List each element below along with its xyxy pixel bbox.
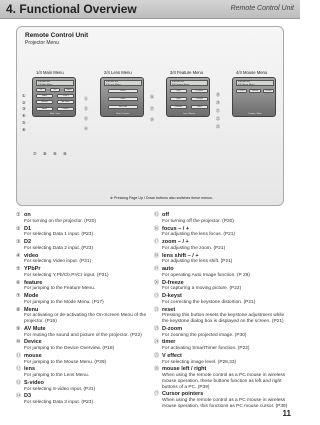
page-number: 11 (282, 409, 291, 418)
description-item-label: D1 (24, 225, 32, 232)
description-item-text: For jumping to the Device Overview. (P19) (24, 346, 115, 351)
d3-button[interactable]: video (64, 88, 74, 92)
callout: ⑱ (150, 118, 154, 122)
footer-left: Main (116, 113, 121, 115)
description-item-number: ⑱ (154, 252, 160, 259)
description-item-number: ⑦ (16, 293, 21, 299)
description-item (154, 226, 288, 239)
remote-lcd (236, 80, 274, 86)
description-item (16, 380, 150, 393)
description-item-title (154, 293, 288, 300)
description-item-text: For muting the sound and picture of the projector. (P22) (24, 332, 142, 338)
description-item-text: For selecting Data 2 input. (P23) (24, 245, 94, 251)
description-item-number: ① (16, 212, 21, 218)
footer-left: Feature (248, 113, 256, 115)
device-button[interactable]: Device (57, 107, 74, 111)
menu-label-lens: 2/4 Lens Menu (104, 70, 132, 75)
description-item-label: D-zoom (162, 325, 183, 332)
d-keyst-button[interactable]: D-keyst (191, 97, 208, 101)
description-item-title (16, 366, 150, 373)
description-item-number: ㉑ (154, 293, 160, 299)
description-item (16, 366, 150, 379)
description-item-text: For zooming the projected image. (P30) (162, 332, 247, 338)
callout: ⑨ (53, 152, 57, 156)
description-item (16, 253, 150, 266)
description-item-text: For activating or de-activating the On-Screen Menu of the projector. (P19) (24, 313, 147, 324)
mouse-right-button[interactable]: R-click (263, 89, 274, 93)
description-item-text: For jumping to the Feature Menu. (24, 286, 96, 292)
description-item (16, 353, 150, 366)
description-item-label: Menu (24, 306, 39, 313)
description-item-label: D-freeze (162, 279, 184, 286)
page-header (0, 0, 300, 19)
description-item-number: ㉕ (154, 352, 160, 359)
description-item-label: V effect (162, 352, 182, 359)
description-item-title (16, 266, 150, 273)
footer-left: Main (49, 113, 55, 115)
remote-footer: Feature / Main (248, 113, 262, 115)
remote-lcd (36, 80, 74, 86)
description-item-title (154, 339, 288, 346)
description-list-right (154, 212, 288, 411)
description-item-label: YPbPr (24, 266, 41, 272)
description-item-text: For selecting image level. (P28,33) (162, 359, 237, 365)
description-item-label: off (162, 212, 170, 218)
description-item-number: ⑳ (154, 279, 160, 286)
description-item-label: Device (24, 339, 42, 346)
remote-lens-menu (100, 77, 144, 117)
description-item-label: focus – / + (162, 225, 190, 232)
description-item-label: Cursor pointers (162, 391, 204, 398)
description-item-label: reset (162, 306, 176, 313)
description-item-text: For selecting Video input. (P31) (24, 259, 92, 265)
description-item-text: For jumping to the Lens Menu. (24, 373, 90, 378)
description-item (16, 393, 150, 406)
page-subtitle: Remote Control Unit (230, 5, 294, 12)
description-item-label: D3 (24, 393, 32, 400)
description-item-title (16, 393, 150, 400)
description-item-title (154, 326, 288, 333)
callout: ⑪ (84, 97, 88, 101)
callout: ㉑ (216, 109, 220, 113)
description-item-label: zoom – / + (162, 239, 189, 245)
reset-button[interactable]: reset (170, 97, 187, 101)
av-mute-button[interactable]: AV Mute (57, 100, 74, 104)
callout: ㉒ (216, 117, 220, 121)
callout: ③ (22, 107, 26, 111)
ypbpr-button[interactable]: Y/PbPr (57, 94, 74, 98)
description-item-text: For selecting Y,Pb/Cb,Pr/Cr input. (P31) (24, 272, 109, 278)
footer-right: Main (257, 113, 262, 115)
d-zoom-button[interactable]: D-zoom (170, 105, 187, 109)
menu-button[interactable]: Menu (36, 107, 53, 111)
description-item (154, 339, 288, 352)
description-item-title (154, 212, 288, 219)
description-item-number: ② (16, 225, 21, 232)
description-item-number: ④ (16, 252, 21, 259)
description-item (16, 239, 150, 252)
description-item-number: ⑪ (16, 352, 22, 359)
description-item-number: ③ (16, 239, 21, 245)
description-item-number: ⑲ (154, 266, 160, 272)
description-item-title (16, 239, 150, 246)
footer-right: Feature (122, 113, 130, 115)
menu-switch-note: ※ Pressing Page Up / Down buttons also switches these menus. (110, 196, 213, 200)
description-item-number: ㉖ (154, 366, 160, 373)
description-item-label: on (24, 212, 31, 218)
callout: ⑫ (84, 107, 88, 111)
remote-lcd (104, 80, 142, 86)
lcd-line: Function left (38, 81, 50, 83)
remote-feature-menu (166, 77, 210, 117)
description-item-label: S-video (24, 379, 44, 386)
page-title: 4. Functional Overview (6, 2, 137, 16)
description-item-number: ⑫ (16, 366, 22, 373)
remote-footer: Main / Lens (49, 113, 61, 115)
callout: ④ (22, 114, 26, 118)
description-item (154, 353, 288, 366)
description-item-label: mouse (24, 352, 42, 359)
description-item-text: For adjusting the lens shift. (P21) (162, 259, 233, 265)
description-item-label: auto (162, 266, 174, 272)
callout: ⑰ (150, 107, 154, 111)
description-item-number: ⑥ (16, 279, 21, 286)
description-item-label: D2 (24, 239, 32, 245)
description-item-number: ㉔ (154, 339, 160, 346)
callout: ⑭ (84, 127, 88, 131)
feature-button[interactable]: feature (36, 100, 53, 104)
description-item-text: For turning on the projector. (P20) (24, 218, 96, 224)
description-item-label: video (24, 252, 39, 259)
video-button[interactable]: video (36, 94, 53, 98)
description-item-number: ⑭ (16, 393, 22, 400)
callout: ⑳ (216, 101, 220, 105)
description-item (154, 293, 288, 306)
lcd-line: 2/4 Lens Menu (106, 83, 121, 86)
lens-shift-button[interactable]: lens shift (108, 105, 138, 109)
description-item-title (16, 293, 150, 300)
lcd-line: 1/4 Main Menu (38, 83, 53, 86)
description-item (16, 266, 150, 279)
description-item-text: For activating SmartTimer function. (P22) (162, 346, 250, 351)
description-item-number: ⑩ (16, 339, 21, 346)
description-item-title (154, 266, 288, 273)
description-item-number: ㉓ (154, 325, 160, 332)
description-item (154, 253, 288, 266)
d-freeze-button[interactable]: D-freeze (191, 89, 208, 93)
description-item-text: For operating Auto Image function. (P 29) (162, 272, 250, 278)
description-item-number: ⑤ (16, 266, 21, 272)
description-item (154, 326, 288, 339)
menu-label-mouse: 4/4 Mouse Menu (236, 70, 268, 75)
description-item (154, 266, 288, 279)
description-item-text: For jumping to the Mode Menu. (P17) (24, 299, 104, 305)
menu-label-main: 1/4 Main Menu (36, 70, 64, 75)
remote-footer: Lens / Mouse (182, 113, 196, 115)
description-item-title (16, 339, 150, 346)
description-item (16, 293, 150, 306)
footer-left: Lens (182, 113, 188, 115)
auto-button[interactable]: auto (170, 89, 187, 93)
description-item-number: ⑯ (154, 225, 160, 232)
timer-button[interactable]: timer (191, 105, 208, 109)
lcd-line: Function left (238, 81, 250, 83)
description-item-title (154, 239, 288, 246)
description-item-label: D-keyst (162, 293, 182, 299)
description-item-number: ㉗ (154, 391, 160, 398)
description-item-text: For correcting the keystone distortion. (P21) (162, 299, 256, 305)
callout: ② (22, 101, 26, 105)
description-item-label: feature (24, 279, 43, 286)
footer-right: Mouse (189, 113, 196, 115)
description-item-text: For adjusting the lens focus. (P21) (162, 232, 236, 238)
focus-button[interactable]: Focus (108, 89, 138, 93)
description-item-title (154, 366, 288, 373)
description-item (16, 307, 150, 325)
mouse-center-button[interactable]: mouse (249, 89, 261, 93)
description-item (154, 391, 288, 409)
remote-main-menu (32, 77, 76, 117)
lcd-line: 4/4 Mouse Menu (238, 83, 255, 86)
description-item (16, 280, 150, 293)
description-item (16, 226, 150, 239)
panel-subtitle: Projector Menu (25, 40, 59, 46)
panel-title: Remote Control Unit (25, 32, 89, 39)
description-item-number: ⑬ (16, 379, 22, 386)
description-item-text: For capturing a moving picture. (P22) (162, 286, 242, 292)
description-item-label: Mode (24, 293, 39, 299)
description-item-label: AV Mute (24, 325, 46, 332)
description-item-text: For selecting Data 1 input. (P23) (24, 232, 94, 238)
description-item (154, 212, 288, 225)
description-item-title (16, 326, 150, 333)
callout: ⑯ (150, 95, 154, 99)
lcd-line: Function left (106, 81, 118, 83)
callout: ⑥ (22, 128, 26, 132)
lcd-line: Function left (172, 81, 184, 83)
callout: ⑤ (22, 121, 26, 125)
callout: ㉓ (216, 125, 220, 129)
description-item-title (16, 380, 150, 387)
callout: ⑧ (43, 152, 47, 156)
description-item (154, 366, 288, 390)
description-item-number: ⑮ (154, 212, 160, 218)
menu-label-feature: 3/4 Feature Menu (170, 70, 204, 75)
description-item (16, 339, 150, 352)
description-item-text: For selecting S-video input. (P31) (24, 386, 96, 392)
description-item (16, 326, 150, 339)
remote-footer: Main / Feature (116, 113, 130, 115)
description-item-text: For turning off the projector. (P20) (162, 218, 234, 224)
zoom-button[interactable]: zoom (108, 97, 138, 101)
description-item-number: ⑨ (16, 325, 21, 332)
d1-button[interactable]: D1 (36, 88, 46, 92)
description-item-text: Pressing this button resets the keystone adjustment while the keystone dialog box is displayed on the screen. (P21) (162, 313, 285, 324)
description-item-title (16, 353, 150, 360)
callout: ⑦ (33, 152, 37, 156)
remote-mouse-menu (232, 77, 276, 117)
callout: ⑬ (84, 117, 88, 121)
description-item (154, 239, 288, 252)
description-item-number: ㉒ (154, 306, 160, 313)
description-item-text: When using the remote control as a PC mouse in wireless mouse operation, this functions as PC mouse cursor. (P39) (162, 398, 288, 409)
description-item-label: mouse left / right (162, 366, 207, 373)
mouse-left-button[interactable]: L-click (236, 89, 247, 93)
description-item-number: ⑰ (154, 239, 160, 245)
description-item-label: lens (24, 366, 36, 373)
description-item-title (154, 391, 288, 398)
callout: ⑩ (63, 152, 67, 156)
description-item (16, 212, 150, 225)
lcd-line: 3/4 Feature Menu (172, 83, 190, 86)
description-list-left (16, 212, 150, 407)
d2-button[interactable]: D2 (50, 88, 60, 92)
description-item (154, 307, 288, 325)
description-item-title (154, 353, 288, 360)
description-item-text: For selecting Data 3 input. (P23) (24, 400, 94, 405)
callout: ① (22, 94, 26, 98)
description-item-title (16, 212, 150, 219)
description-item-text: For jumping to the Mouse Menu. (P39) (24, 359, 107, 365)
description-item-label: lens shift – / + (162, 252, 199, 259)
footer-right: Lens (55, 113, 61, 115)
remote-lcd (170, 80, 208, 86)
description-item-label: timer (162, 339, 176, 346)
description-item-text: When using the remote control as a PC mouse in wireless mouse operation, these buttons function as left and right buttons of a PC. (P39) (162, 373, 286, 390)
description-item-number: ⑧ (16, 306, 21, 313)
description-item-text: For adjusting the zoom. (P21) (162, 245, 226, 251)
description-item (154, 280, 288, 293)
callout: ⑲ (216, 93, 220, 97)
